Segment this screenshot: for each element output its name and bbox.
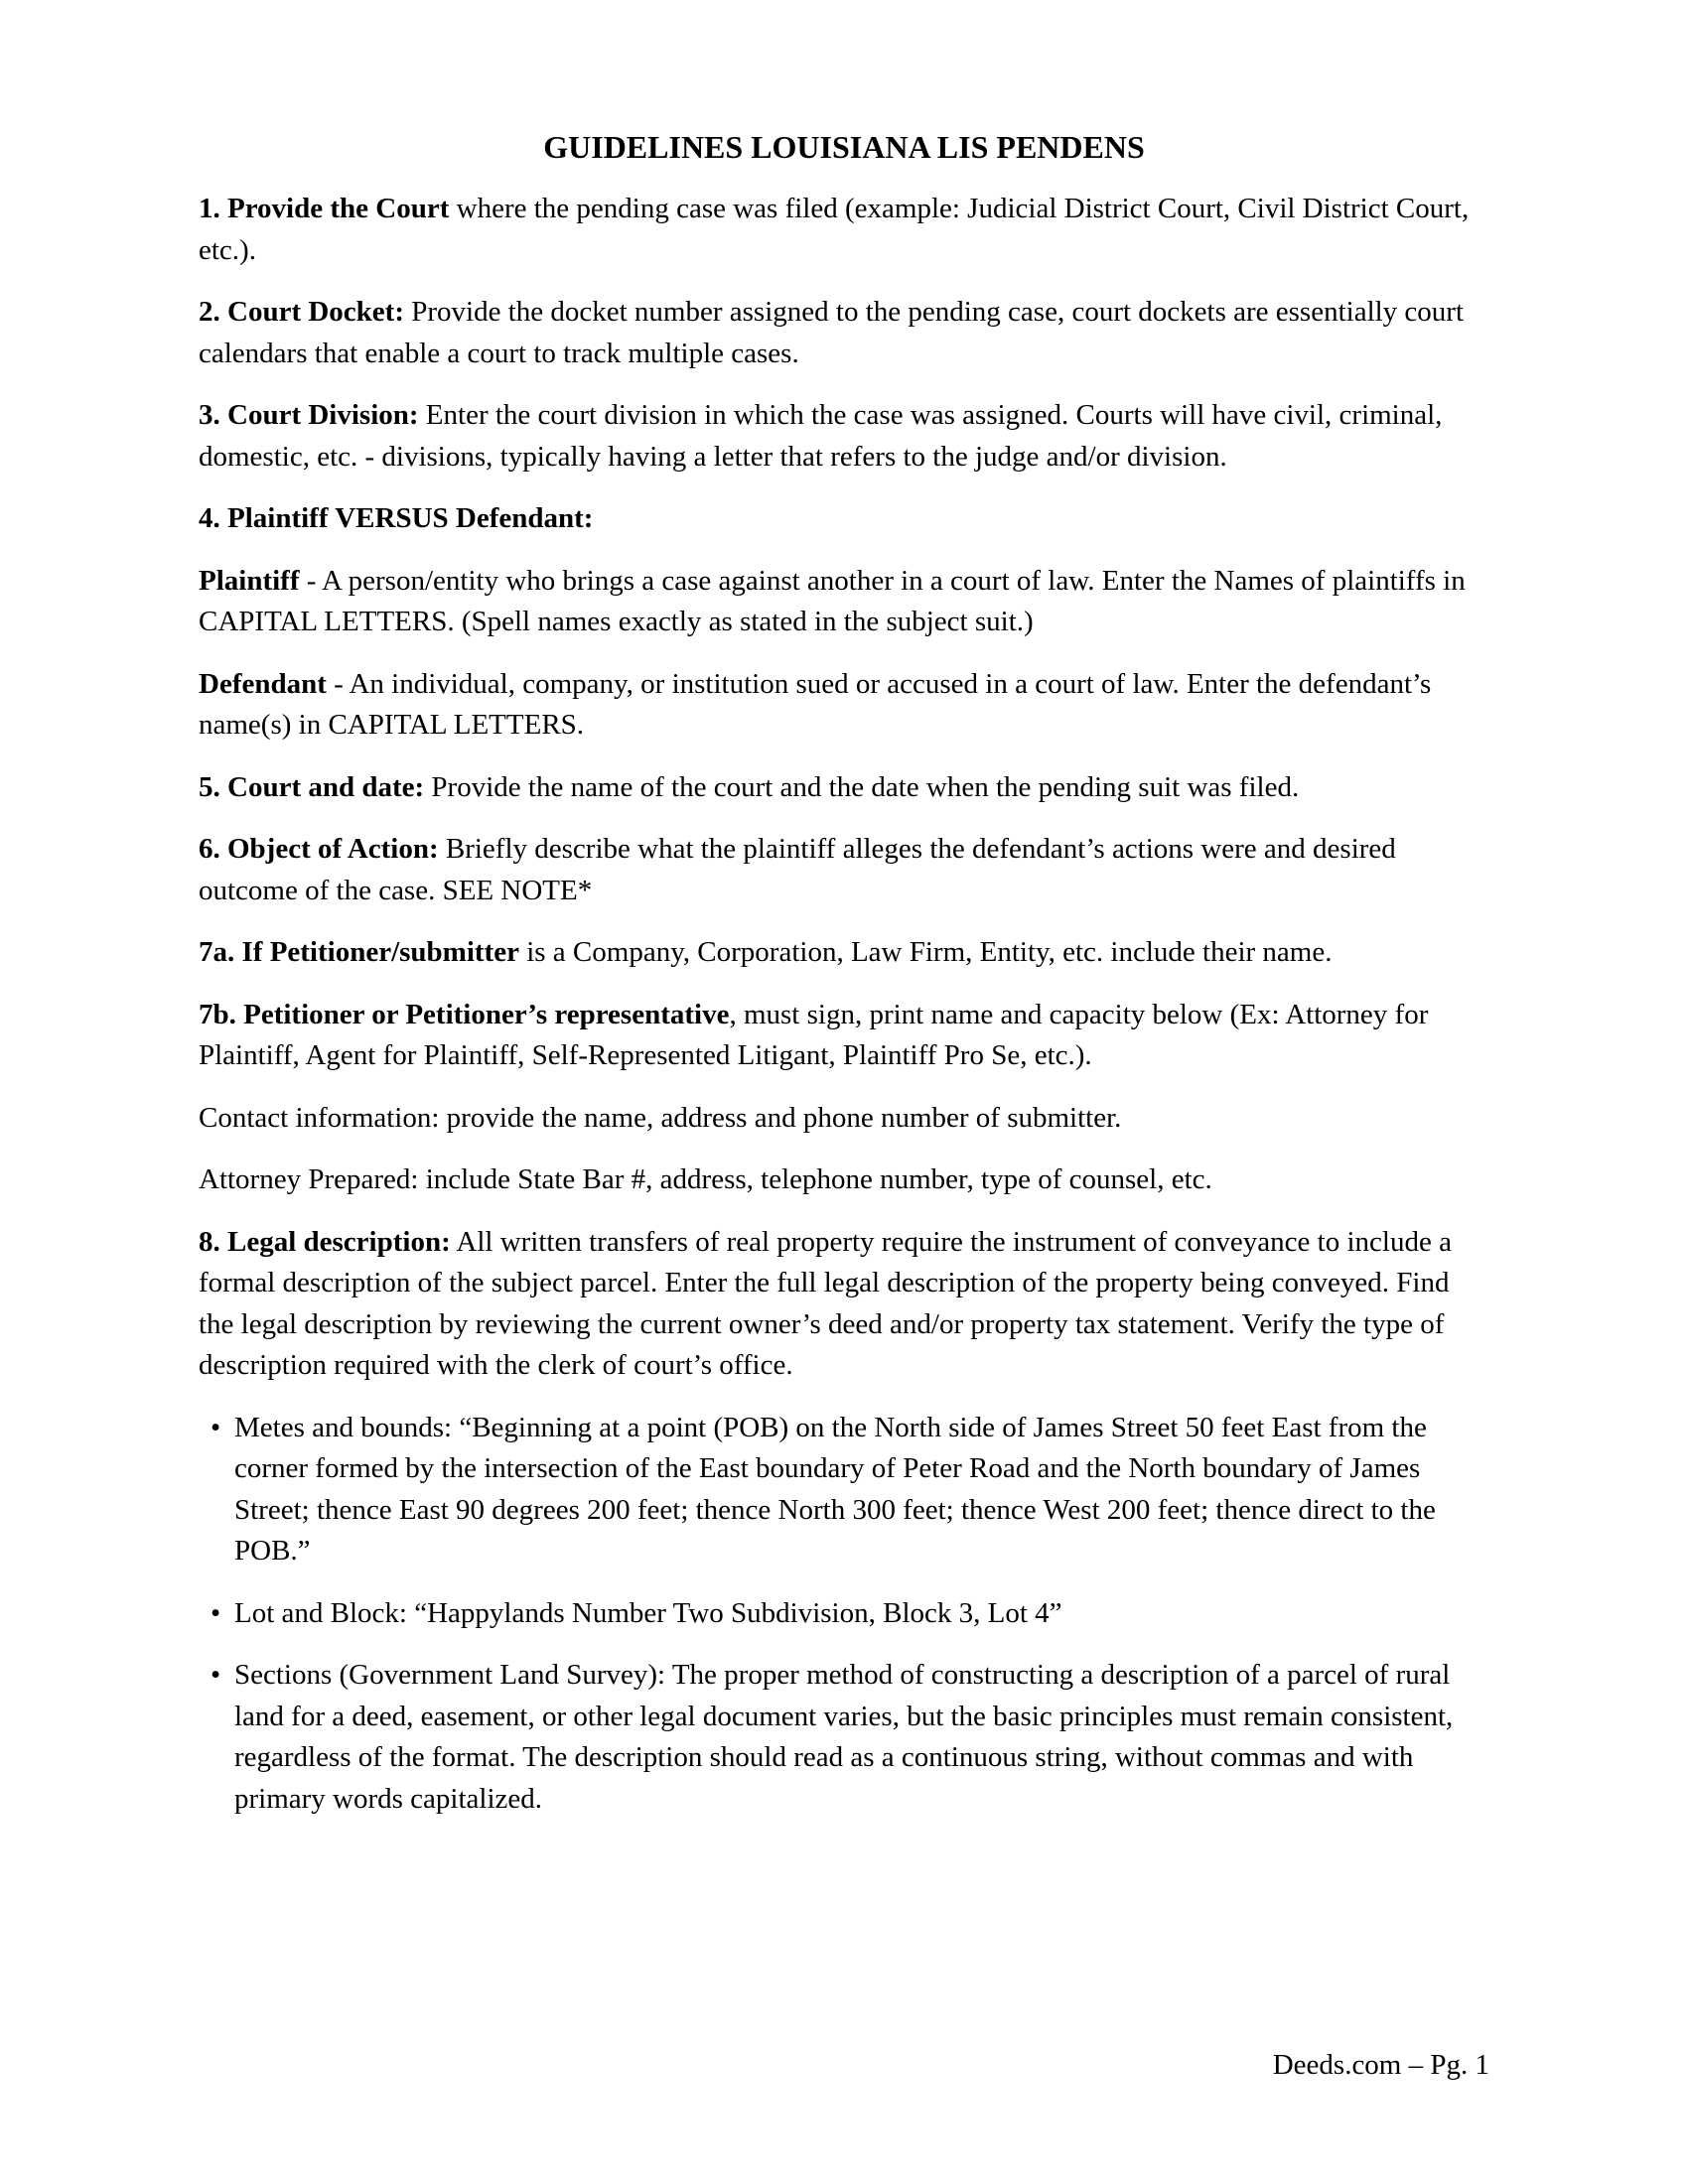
section-petitioner-representative-heading: 7b. Petitioner or Petitioner’s representative	[199, 998, 730, 1030]
list-item	[199, 1408, 1489, 1572]
section-plaintiff-text: - A person/entity who brings a case against another in a court of law. Enter the Names of plaintiffs in CAPITAL LETTERS. (Spell names exactly as stated in the subject suit.)	[199, 564, 1466, 637]
section-docket-heading: 2. Court Docket:	[199, 296, 404, 328]
section-legal-description	[199, 1222, 1489, 1387]
bullet-icon: •	[211, 1659, 221, 1691]
section-versus-heading: 4. Plaintiff VERSUS Defendant:	[199, 502, 594, 534]
section-plaintiff-heading: Plaintiff	[199, 564, 300, 597]
section-object-of-action	[199, 829, 1489, 911]
document-page	[199, 127, 1489, 1841]
list-item	[199, 1655, 1489, 1820]
section-division	[199, 395, 1489, 478]
section-legal-description-text: All written transfers of real property require the instrument of conveyance to include a formal description of the subject parcel. Enter the full legal description of the property being conveyed. Find the legal description by reviewing the current owner’s deed and/or property tax statement. Verify the type of description required with the clerk of court’s office.	[199, 1225, 1452, 1381]
section-docket	[199, 292, 1489, 374]
section-division-text: Enter the court division in which the case was assigned. Courts will have civil, criminal, domestic, etc. - divisions, typically having a letter that refers to the judge and/or division.	[199, 399, 1443, 473]
section-petitioner-submitter-heading: 7a. If Petitioner/submitter	[199, 936, 519, 968]
section-object-of-action-heading: 6. Object of Action:	[199, 833, 439, 865]
section-plaintiff	[199, 561, 1489, 643]
section-petitioner-representative-text: , must sign, print name and capacity below (Ex: Attorney for Plaintiff, Agent for Plaintiff, Self-Represented Litigant, Plaintiff Pro Se, etc.).	[199, 998, 1429, 1071]
page-title: GUIDELINES LOUISIANA LIS PENDENS	[543, 129, 1145, 165]
section-object-of-action-text: Briefly describe what the plaintiff alleges the defendant’s actions were and desired outcome of the case. SEE NOTE*	[199, 833, 1396, 906]
section-court-text: where the pending case was filed (example: Judicial District Court, Civil District Court, etc.).	[199, 193, 1470, 266]
description-types-list	[199, 1408, 1489, 1821]
page-footer: Deeds.com – Pg. 1	[1272, 2049, 1489, 2081]
bullet-icon: •	[211, 1411, 221, 1443]
section-court-date-text: Provide the name of the court and the date when the pending suit was filed.	[424, 770, 1300, 803]
section-court	[199, 189, 1489, 271]
section-defendant-heading: Defendant	[199, 667, 327, 700]
section-court-date	[199, 767, 1489, 809]
section-petitioner-submitter	[199, 932, 1489, 974]
section-petitioner-representative	[199, 995, 1489, 1077]
section-defendant	[199, 664, 1489, 747]
list-item-text: Metes and bounds: “Beginning at a point (POB) on the North side of James Street 50 feet East from the corner formed by the intersection of the East boundary of Peter Road and the North boundary of James Street; thence East 90 degrees 200 feet; thence North 300 feet; thence West 200 feet; thence direct to the POB.”	[234, 1411, 1436, 1567]
section-court-date-heading: 5. Court and date:	[199, 770, 425, 803]
section-legal-description-heading: 8. Legal description:	[199, 1225, 451, 1258]
section-versus	[199, 498, 1489, 540]
contact-information: Contact information: provide the name, address and phone number of submitter.	[199, 1101, 1122, 1134]
attorney-prepared: Attorney Prepared: include State Bar #, address, telephone number, type of counsel, etc.	[199, 1163, 1212, 1195]
bullet-icon: •	[211, 1596, 221, 1629]
section-division-heading: 3. Court Division:	[199, 399, 419, 431]
list-item-text: Lot and Block: “Happylands Number Two Subdivision, Block 3, Lot 4”	[234, 1596, 1062, 1629]
list-item	[199, 1593, 1489, 1635]
section-petitioner-submitter-text: is a Company, Corporation, Law Firm, Entity, etc. include their name.	[518, 936, 1333, 968]
section-docket-text: Provide the docket number assigned to the pending case, court dockets are essentially court calendars that enable a court to track multiple cases.	[199, 296, 1465, 369]
section-court-heading: 1. Provide the Court	[199, 193, 450, 224]
list-item-text: Sections (Government Land Survey): The proper method of constructing a description of a parcel of rural land for a deed, easement, or other legal document varies, but the basic principles must remain consistent, regardless of the format. The description should read as a continuous string, without commas and with primary words capitalized.	[234, 1659, 1454, 1815]
section-defendant-text: - An individual, company, or institution sued or accused in a court of law. Enter the defendant’s name(s) in CAPITAL LETTERS.	[199, 667, 1432, 741]
